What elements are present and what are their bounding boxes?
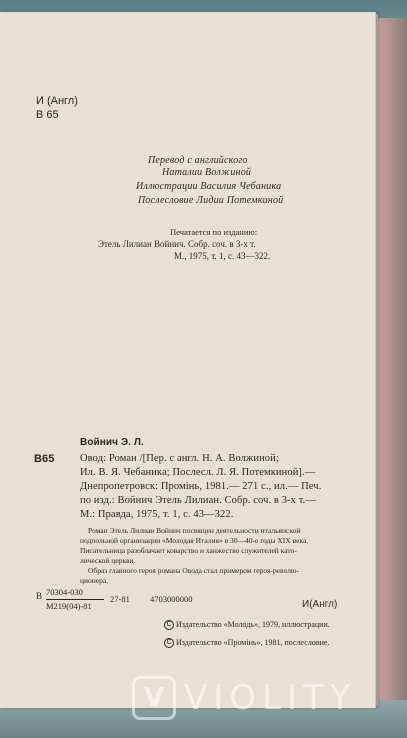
bbk-code: В 65 xyxy=(36,109,59,121)
classification-denominator: М219(04)-81 xyxy=(46,601,92,611)
copyright-text: Издательство «Молодь», 1979, иллюстрации. xyxy=(176,619,330,629)
catalog-line: Овод: Роман /[Пер. с англ. Н. А. Волжиной; xyxy=(80,453,279,464)
source-edition-details: М., 1975, т. 1, с. 43—322. xyxy=(174,251,271,261)
source-edition-heading: Печатается по изданию: xyxy=(170,227,258,237)
classification-prefix: В xyxy=(36,591,43,601)
classification-numerator: 70304-030 xyxy=(46,587,83,597)
watermark-text: VIOLITY xyxy=(184,678,357,718)
classification-suffix: 27-81 xyxy=(110,594,130,604)
annotation-line: лической церкви. xyxy=(80,556,136,565)
classification-right-code: И(Англ) xyxy=(302,599,338,610)
catalog-index: В65 xyxy=(34,453,55,465)
copyright-icon: C xyxy=(164,638,174,648)
afterword-credit: Послесловие Лидии Потемкиной xyxy=(138,195,284,206)
catalog-author: Войнич Э. Л. xyxy=(80,437,144,448)
annotation-line: Образ главного героя романа Овода стал примером героя-револю- xyxy=(88,566,299,575)
translation-credit: Перевод с английского xyxy=(148,155,248,166)
udc-code: И (Англ) xyxy=(36,95,78,107)
book-page xyxy=(0,12,376,708)
catalog-line: по изд.: Войнич Этель Лилиан. Собр. соч. в 3-х т.— xyxy=(80,495,316,506)
copyright-text: Издательство «Промінь», 1981, послесловие. xyxy=(176,637,330,647)
annotation-line: ционера. xyxy=(80,576,109,585)
translator-name: Наталии Волжиной xyxy=(162,167,252,178)
classification-code: 4703000000 xyxy=(150,594,193,604)
catalog-line: Днепропетровск: Промінь, 1981.— 271 с., ил.— Печ. xyxy=(80,481,322,492)
copyright-line xyxy=(164,620,330,630)
illustrator-credit: Иллюстрации Василия Чебаника xyxy=(136,181,282,192)
annotation-line: подпольной организации «Молодая Италия» в 30—40-е годы XIX века. xyxy=(80,536,309,545)
fraction-rule xyxy=(46,599,104,600)
source-edition-title: Этель Лилиан Войнич. Собр. соч. в 3-х т. xyxy=(98,239,256,249)
copyright-line xyxy=(164,638,329,648)
catalog-line: Ил. В. Я. Чебаника; Послесл. Л. Я. Потемкиной].— xyxy=(80,467,316,478)
site-watermark xyxy=(132,668,392,728)
annotation-line: Писательница разоблачает коварство и ханжество служителей като- xyxy=(80,546,297,555)
annotation-line: Роман Этель Лилиан Войнич посвящен деятельности итальянской xyxy=(88,526,301,535)
copyright-icon: C xyxy=(164,620,174,630)
watermark-logo-icon: V xyxy=(132,676,176,720)
catalog-line: М.: Правда, 1975, т. 1, с. 43—322. xyxy=(80,509,234,520)
